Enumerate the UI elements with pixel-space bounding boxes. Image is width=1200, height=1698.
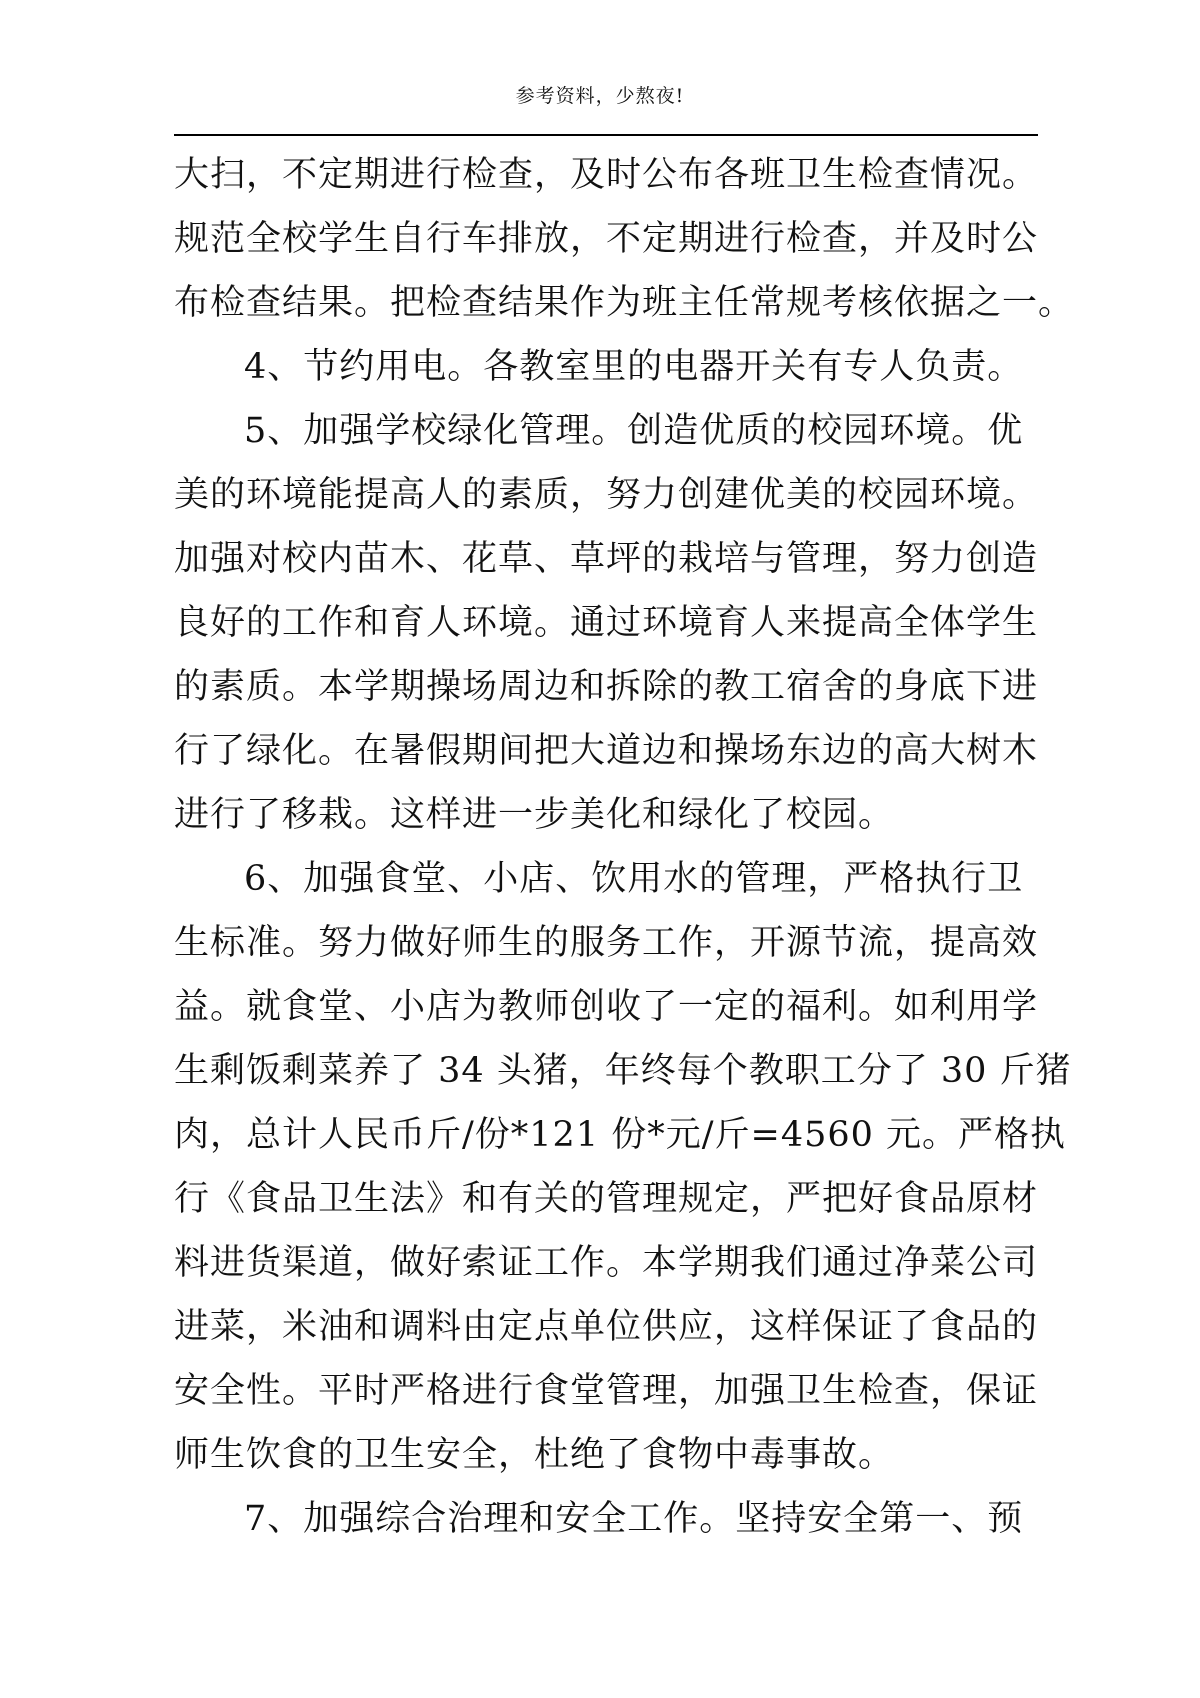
text-line: 生剩饭剩菜养了 34 头猪，年终每个教职工分了 30 斤猪 — [174, 1051, 1072, 1091]
text-line: 大扫，不定期进行检查，及时公布各班卫生检查情况。 — [174, 155, 1039, 195]
document-body — [174, 143, 1075, 1551]
text-line: 生标准。努力做好师生的服务工作，开源节流，提高效 — [174, 923, 1039, 963]
text-line: 良好的工作和育人环境。通过环境育人来提高全体学生 — [174, 603, 1039, 643]
text-line: 进行了移栽。这样进一步美化和绿化了校园。 — [174, 795, 895, 835]
text-line: 安全性。平时严格进行食堂管理，加强卫生检查，保证 — [174, 1371, 1039, 1411]
text-line: 加强对校内苗木、花草、草坪的栽培与管理，努力创造 — [174, 539, 1039, 579]
text-line: 布检查结果。把检查结果作为班主任常规考核依据之一。 — [174, 283, 1075, 323]
header-divider — [174, 134, 1038, 136]
page-header: 参考资料，少熬夜! — [515, 85, 685, 107]
text-line: 美的环境能提高人的素质，努力创建优美的校园环境。 — [174, 475, 1039, 515]
text-line: 益。就食堂、小店为教师创收了一定的福利。如利用学 — [174, 987, 1039, 1027]
paragraph-4-start: 4、节约用电。各教室里的电器开关有专人负责。 — [244, 347, 1024, 387]
text-line: 规范全校学生自行车排放，不定期进行检查，并及时公 — [174, 219, 1039, 259]
paragraph-6-start: 6、加强食堂、小店、饮用水的管理，严格执行卫 — [244, 859, 1024, 899]
text-line: 的素质。本学期操场周边和拆除的教工宿舍的身底下进 — [174, 667, 1039, 707]
paragraph-5-start: 5、加强学校绿化管理。创造优质的校园环境。优 — [244, 411, 1024, 451]
text-line: 师生饮食的卫生安全，杜绝了食物中毒事故。 — [174, 1435, 895, 1475]
text-line: 行《食品卫生法》和有关的管理规定，严把好食品原材 — [174, 1179, 1039, 1219]
text-line: 行了绿化。在暑假期间把大道边和操场东边的高大树木 — [174, 731, 1039, 771]
text-line: 进菜，米油和调料由定点单位供应，这样保证了食品的 — [174, 1307, 1039, 1347]
text-line: 肉，总计人民币斤/份*121 份*元/斤=4560 元。严格执 — [174, 1115, 1067, 1155]
paragraph-7-start: 7、加强综合治理和安全工作。坚持安全第一、预 — [244, 1499, 1024, 1539]
text-line: 料进货渠道，做好索证工作。本学期我们通过净菜公司 — [174, 1243, 1039, 1283]
